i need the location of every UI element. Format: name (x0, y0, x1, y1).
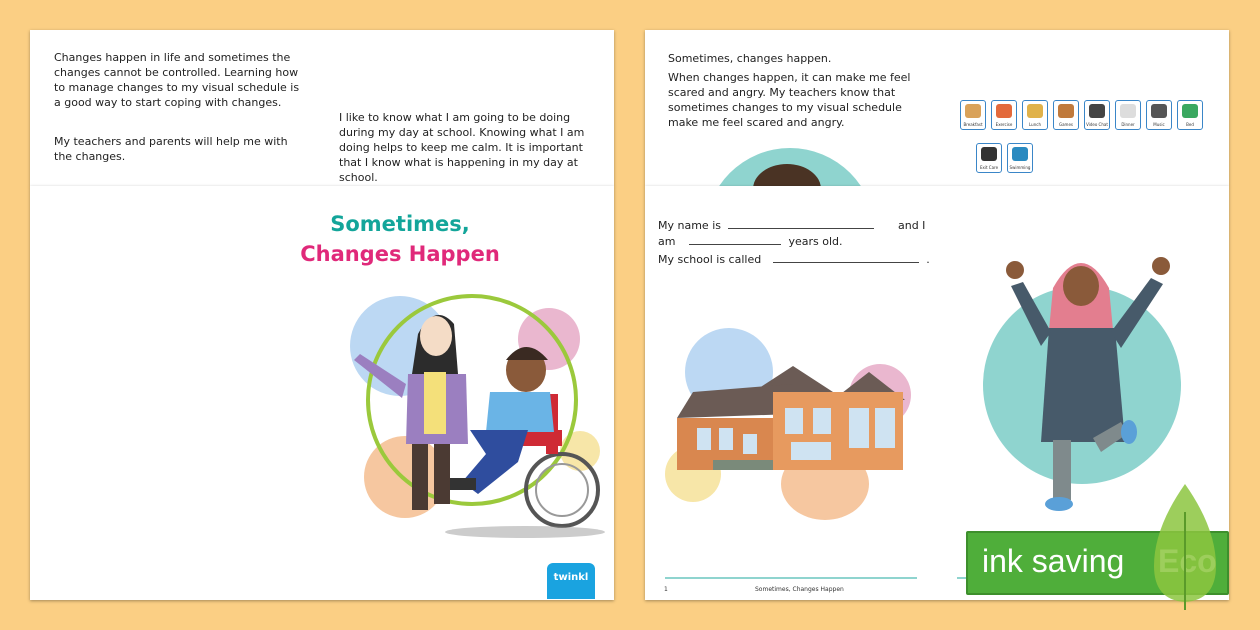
schedule-card: Exit Care (976, 143, 1002, 173)
feelings-paragraph: When changes happen, it can make me feel scared and angry. My teachers know that sometimes changes to my visual schedule make me feel scared and angry. (668, 71, 911, 129)
changes-heading: Sometimes, changes happen. (668, 52, 832, 65)
school-period: . (926, 253, 930, 266)
schedule-card: Breakfast (960, 100, 986, 130)
schedule-card: Dinner (1115, 100, 1141, 130)
page-top-right (645, 30, 1229, 186)
footer-title: Sometimes, Changes Happen (755, 586, 844, 593)
schedule-card: Video Chat (1084, 100, 1110, 130)
school-label: My school is called (658, 253, 762, 266)
helpers-paragraph: My teachers and parents will help me with the changes. (54, 135, 288, 163)
eco-leaf-icon (1144, 482, 1226, 612)
age-blank[interactable] (689, 234, 781, 245)
age-row (658, 234, 843, 248)
name-row (658, 218, 925, 232)
cover-title-line-2: Changes Happen (300, 242, 500, 266)
am-label: am (658, 235, 676, 248)
name-label: My name is (658, 219, 721, 232)
cover-page (30, 186, 614, 600)
school-building-illustration (673, 364, 913, 474)
page-top-left (30, 30, 614, 186)
schedule-card: Bed (1177, 100, 1203, 130)
footer-page-number: 1 (664, 586, 668, 593)
schedule-card: Music (1146, 100, 1172, 130)
schedule-card: Lunch (1022, 100, 1048, 130)
name-blank[interactable] (728, 218, 874, 229)
visual-schedule-row-2 (976, 143, 1033, 173)
school-blank[interactable] (773, 252, 919, 263)
schedule-card: Games (1053, 100, 1079, 130)
children-illustration (350, 294, 610, 544)
twinkl-logo: twinkl (547, 563, 595, 599)
school-row (658, 252, 930, 266)
cover-title-line-1: Sometimes, (330, 212, 470, 236)
visual-schedule-row-1 (960, 100, 1203, 130)
schedule-card: Swimming (1007, 143, 1033, 173)
schedule-card: Exercise (991, 100, 1017, 130)
and-i-label: and I (897, 219, 926, 232)
years-old-label: years old. (788, 235, 843, 248)
ink-saving-text: ink saving (982, 543, 1125, 579)
intro-paragraph: Changes happen in life and sometimes the changes cannot be controlled. Learning how to manage changes to my visual schedule is a good way to start coping with changes. (54, 51, 300, 109)
footer-line-left (665, 577, 917, 579)
routine-paragraph: I like to know what I am going to be doing during my day at school. Knowing what I am doing helps to keep me calm. It is important that I know what is happening in my day at school. (339, 111, 585, 184)
